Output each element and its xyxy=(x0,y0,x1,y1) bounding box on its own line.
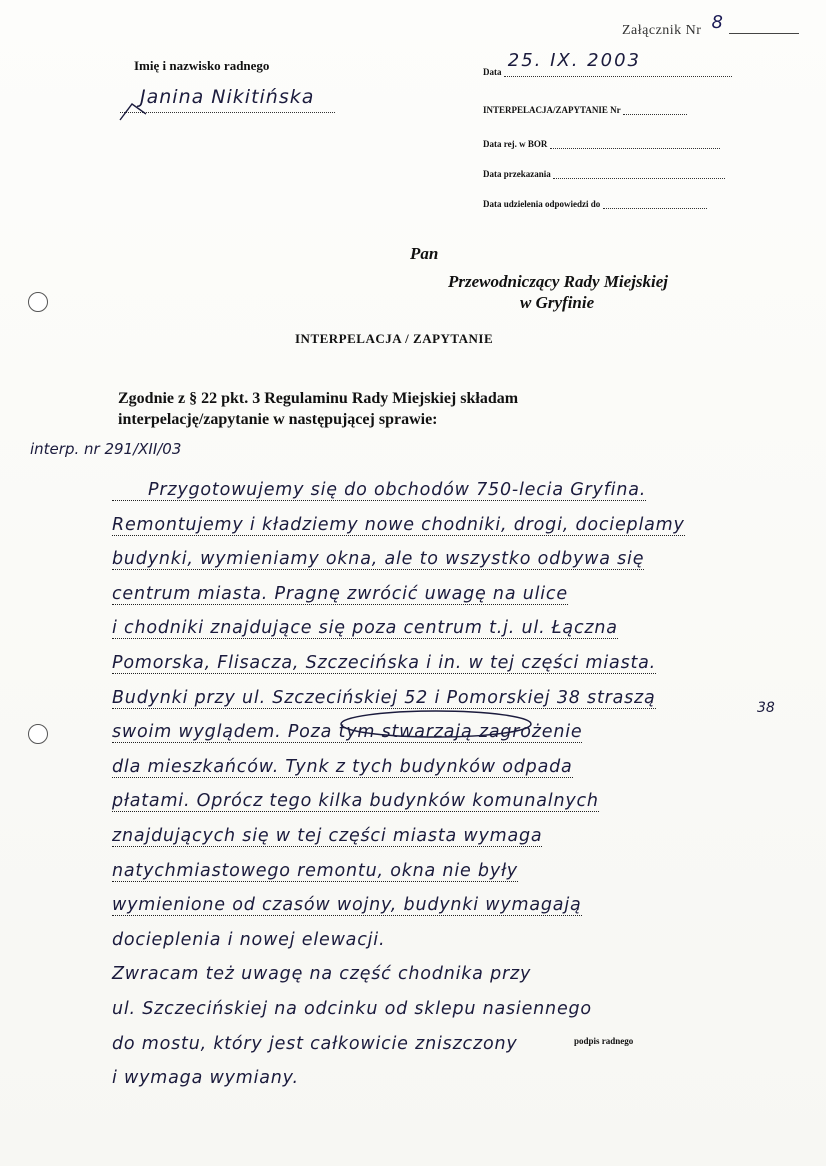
interp-number-row xyxy=(483,104,753,115)
body-line: centrum miasta. Pragnę zwrócić uwagę na ulice xyxy=(112,583,568,604)
handwritten-body xyxy=(112,480,824,1103)
signature-label: podpis radnego xyxy=(574,1036,634,1046)
body-line: swoim wyglądem. Poza tym stwarzają zagrożenie xyxy=(112,722,583,743)
body-line: ul. Szczecińskiej na odcinku od sklepu nasiennego xyxy=(112,998,592,1019)
body-line: natychmiastowego remontu, okna nie były xyxy=(112,860,518,881)
body-line: płatami. Oprócz tego kilka budynków komunalnych xyxy=(112,791,599,812)
bor-row xyxy=(483,138,753,149)
name-dotted-line xyxy=(120,112,335,113)
attachment-label: Załącznik Nr xyxy=(622,23,702,38)
body-line: docieplenia i nowej elewacji. xyxy=(112,929,386,950)
addressee-title: Przewodniczący Rady Miejskiej xyxy=(448,272,669,291)
przekazania-dots xyxy=(553,168,725,179)
attachment-line xyxy=(729,33,799,34)
body-line: Budynki przy ul. Szczecińskiej 52 i Pomorskiej 38 straszą xyxy=(112,687,656,708)
margin-insert-number: 38 xyxy=(757,700,775,716)
body-line: Pomorska, Flisacza, Szczecińska i in. w tej części miasta. xyxy=(112,652,657,673)
odpowiedz-dots xyxy=(603,198,707,209)
document-title: INTERPELACJA / ZAPYTANIE xyxy=(295,331,494,346)
odpowiedz-row xyxy=(483,198,753,209)
addressee-pan: Pan xyxy=(410,244,439,263)
punch-hole-bottom xyxy=(28,724,48,744)
body-line: do mostu, który jest całkowicie zniszczony xyxy=(112,1033,518,1054)
addressee-city: w Gryfinie xyxy=(520,293,595,312)
bor-dots xyxy=(550,138,720,149)
odpowiedz-label: Data udzielenia odpowiedzi do xyxy=(483,199,601,209)
body-line: i wymaga wymiany. xyxy=(112,1068,299,1089)
circle-mark xyxy=(338,708,534,740)
body-line: wymienione od czasów wojny, budynki wymagają xyxy=(112,895,582,916)
date-label: Data xyxy=(483,67,502,77)
punch-hole-top xyxy=(28,292,48,312)
body-line: Remontujemy i kładziemy nowe chodniki, drogi, docieplamy xyxy=(112,514,685,535)
body-line: Zwracam też uwagę na część chodnika przy xyxy=(112,964,532,985)
intro-line-1: Zgodnie z § 22 pkt. 3 Regulaminu Rady Miejskiej składam xyxy=(118,390,519,407)
body-line: dla mieszkańców. Tynk z tych budynków odpada xyxy=(112,756,573,777)
interp-number-dots xyxy=(623,104,687,115)
body-line: znajdujących się w tej części miasta wymaga xyxy=(112,825,543,846)
intro-line-2: interpelację/zapytanie w następującej sprawie: xyxy=(118,411,438,428)
attachment-number xyxy=(622,12,799,39)
interp-number-label: INTERPELACJA/ZAPYTANIE Nr xyxy=(483,105,621,115)
date-handwritten: 25. IX. 2003 xyxy=(507,50,641,71)
body-line: i chodniki znajdujące się poza centrum t.j. ul. Łączna xyxy=(112,618,618,639)
date-row xyxy=(483,50,753,77)
date-dots xyxy=(504,50,732,77)
pen-hook-mark xyxy=(118,100,148,122)
attachment-value: 8 xyxy=(711,12,724,33)
bor-label: Data rej. w BOR xyxy=(483,139,548,149)
name-label: Imię i nazwisko radnego xyxy=(134,58,270,73)
body-line: Przygotowujemy się do obchodów 750-lecia Gryfina. xyxy=(112,480,824,515)
przekazania-row xyxy=(483,168,753,179)
interpellation-reference-note: interp. nr 291/XII/03 xyxy=(30,440,182,458)
przekazania-label: Data przekazania xyxy=(483,169,551,179)
intro-paragraph xyxy=(118,388,678,430)
body-line: budynki, wymieniamy okna, ale to wszystko odbywa się xyxy=(112,549,645,570)
name-handwritten: Janina Nikitińska xyxy=(140,86,315,108)
